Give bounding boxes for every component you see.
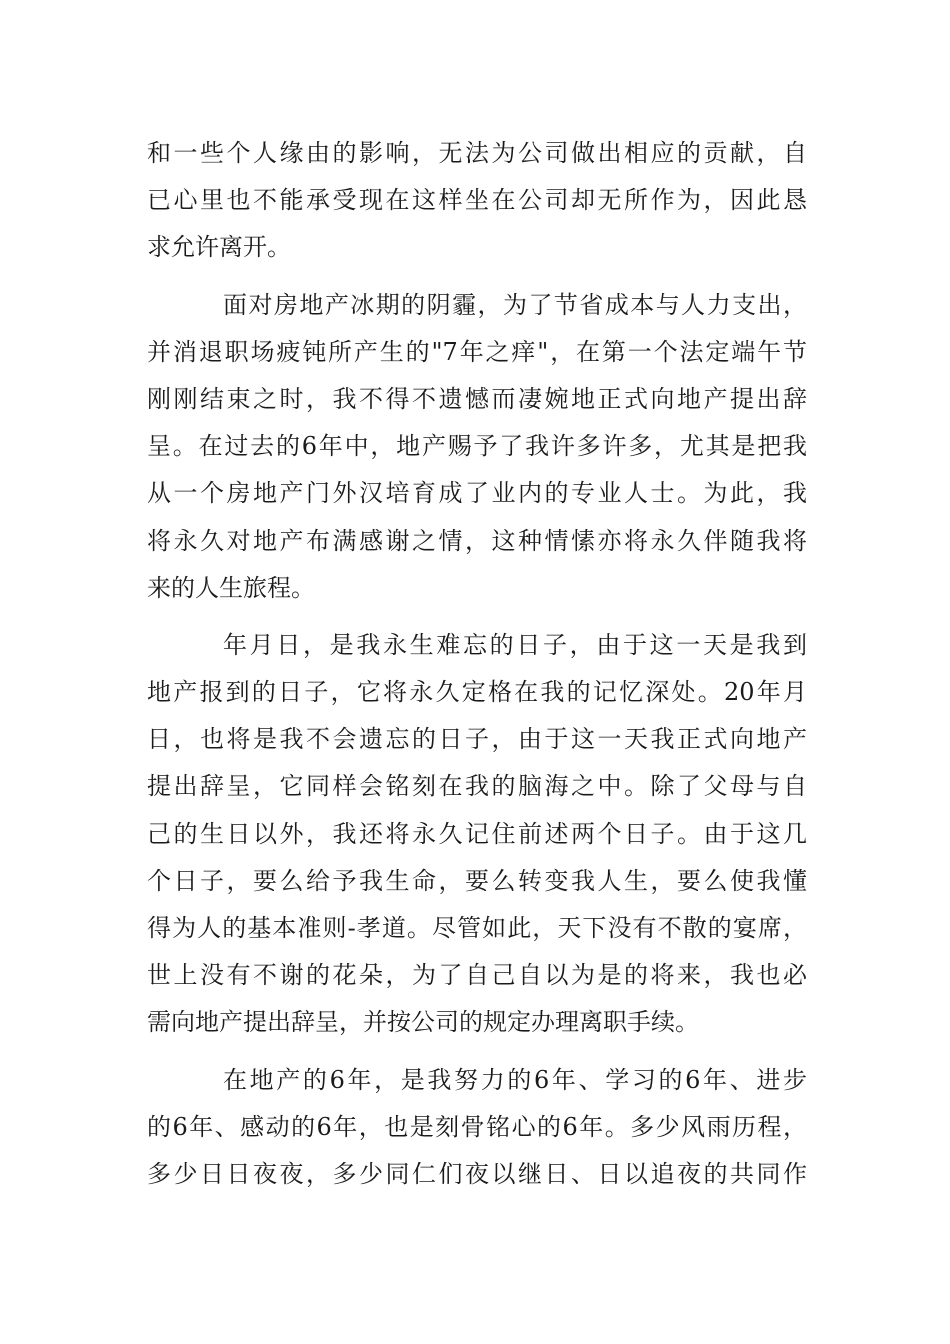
text-line: 将永久对地产布满感谢之情，这种情愫亦将永久伴随我将 xyxy=(147,526,807,555)
text-line: 来的人生旅程。 xyxy=(147,573,315,602)
text-line: 日，也将是我不会遗忘的日子，由于这一天我正式向地产 xyxy=(147,725,807,754)
text-line: 呈。在过去的6年中，地产赐予了我许多许多，尤其是把我 xyxy=(147,432,807,461)
paragraph-2 xyxy=(147,282,807,612)
text-line: 已心里也不能承受现在这样坐在公司却无所作为，因此恳 xyxy=(147,186,807,215)
paragraph-3 xyxy=(147,622,807,1047)
paragraph-spacing xyxy=(147,612,807,622)
text-line: 从一个房地产门外汉培育成了业内的专业人士。为此，我 xyxy=(147,479,807,508)
document-body xyxy=(147,130,807,1198)
paragraph-1 xyxy=(147,130,807,272)
paragraph-spacing xyxy=(147,272,807,282)
text-line: 年月日，是我永生难忘的日子，由于这一天是我到 xyxy=(223,630,807,659)
text-line: 多少日日夜夜，多少同仁们夜以继日、日以追夜的共同作 xyxy=(147,1159,807,1188)
text-line: 个日子，要么给予我生命，要么转变我人生，要么使我懂 xyxy=(147,866,807,895)
text-line: 的6年、感动的6年，也是刻骨铭心的6年。多少风雨历程， xyxy=(147,1112,807,1141)
text-line: 刚刚结束之时，我不得不遗憾而凄婉地正式向地产提出辞 xyxy=(147,384,807,413)
text-line: 需向地产提出辞呈，并按公司的规定办理离职手续。 xyxy=(147,1008,699,1037)
text-line: 世上没有不谢的花朵，为了自己自以为是的将来，我也必 xyxy=(147,961,807,990)
text-line: 得为人的基本准则-孝道。尽管如此，天下没有不散的宴席， xyxy=(147,914,807,942)
text-line: 并消退职场疲钝所产生的"7年之痒"，在第一个法定端午节 xyxy=(147,337,807,366)
text-line: 面对房地产冰期的阴霾，为了节省成本与人力支出， xyxy=(223,290,807,319)
text-line: 地产报到的日子，它将永久定格在我的记忆深处。20年月 xyxy=(147,678,807,707)
paragraph-spacing xyxy=(147,1047,807,1057)
text-line: 和一些个人缘由的影响，无法为公司做出相应的贡献，自 xyxy=(147,139,807,167)
text-line: 求允许离开。 xyxy=(147,233,291,262)
text-line: 己的生日以外，我还将永久记住前述两个日子。由于这几 xyxy=(147,819,807,848)
text-line: 提出辞呈，它同样会铭刻在我的脑海之中。除了父母与自 xyxy=(147,772,807,801)
text-line: 在地产的6年，是我努力的6年、学习的6年、进步 xyxy=(223,1065,807,1094)
paragraph-4 xyxy=(147,1057,807,1199)
